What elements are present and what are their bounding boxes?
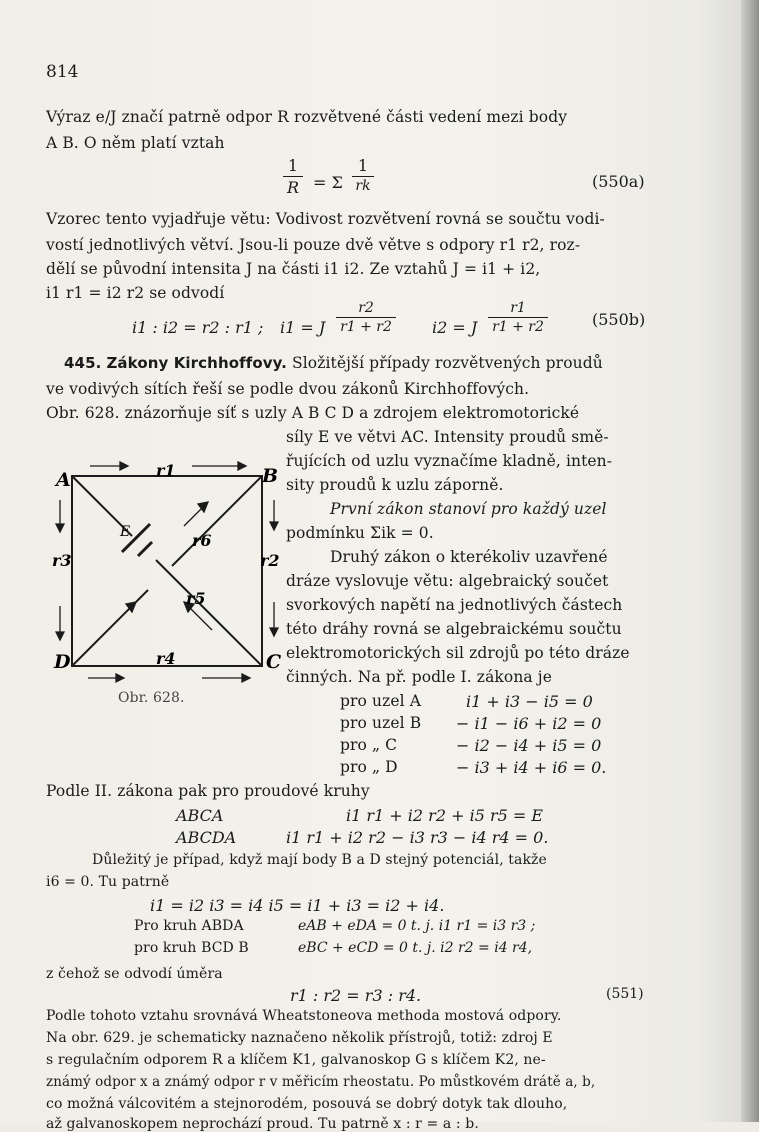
fraction-numerator: 1: [287, 156, 299, 175]
text-line: dělí se původní intensita J na části i1 i2. Ze vztahů J = i1 + i2,: [46, 260, 541, 278]
text-line: činných. Na př. podle I. zákona je: [286, 668, 552, 686]
text-line: i6 = 0. Tu patrně: [46, 874, 170, 890]
fraction-denominator: rk: [355, 178, 371, 194]
text-line: První zákon stanoví pro každý uzel: [330, 500, 607, 518]
label-r2: r2: [260, 551, 280, 570]
loop-equation: eAB + eDA = 0 t. j. i1 r1 = i3 r3 ;: [298, 918, 536, 934]
fraction-denominator: r1 + r2: [492, 319, 544, 335]
node-equation: − i3 + i4 + i6 = 0.: [456, 758, 607, 777]
text-line: známý odpor x a známý odpor r v měřicím rheostatu. Po můstkovém drátě a, b,: [46, 1074, 596, 1090]
wire-B-center: [172, 476, 262, 566]
equation-sum-sign: = Σ: [313, 173, 343, 192]
fraction-1-over-rk: [352, 156, 374, 194]
fraction-1-over-R: [283, 156, 303, 197]
arrow-r6-upper: [184, 508, 202, 526]
text-line: Podle II. zákona pak pro proudové kruhy: [46, 782, 370, 800]
battery-plate-short: [138, 542, 152, 556]
label-r6: r6: [192, 531, 212, 550]
text-line: Obr. 628. znázorňuje síť s uzly A B C D a zdrojem elektromotorické: [46, 404, 580, 422]
node-label: pro uzel B: [340, 714, 422, 732]
node-label: pro uzel A: [340, 692, 421, 710]
loop-label: pro kruh BCD B: [134, 940, 249, 956]
loop-equation: i1 r1 + i2 r2 + i5 r5 = E: [346, 806, 544, 825]
node-equation: i1 + i3 − i5 = 0: [466, 692, 593, 711]
equation-551: r1 : r2 = r3 : r4.: [290, 986, 422, 1005]
text-line: této dráhy rovná se algebraickému součtu: [286, 620, 622, 638]
text-line: síly E ve větvi AC. Intensity proudů smě-: [286, 428, 609, 446]
node-label: pro „ D: [340, 758, 398, 776]
text-line: ve vodivých sítích řeší se podle dvou zákonů Kirchhoffových.: [46, 380, 530, 398]
text-line: podmínku Σik = 0.: [286, 524, 434, 542]
node-label: pro „ C: [340, 736, 398, 754]
fraction-denominator: R: [286, 178, 300, 197]
text-line: s regulačním odporem R a klíčem K1, galvanoskop G s klíčem K2, ne-: [46, 1052, 546, 1068]
fraction-bar: [283, 176, 303, 177]
section-number: 445.: [64, 354, 102, 372]
fraction-bar: [488, 317, 548, 318]
loop-label: ABCDA: [176, 828, 237, 847]
section-text: Složitější případy rozvětvených proudů: [292, 354, 603, 372]
text-line: až galvanoskopem neprochází proud. Tu patrně x : r = a : b.: [46, 1116, 479, 1132]
text-line: Druhý zákon o kterékoliv uzavřené: [330, 548, 608, 566]
section-heading-line: [64, 354, 603, 372]
text-line: z čehož se odvodí úměra: [46, 966, 223, 982]
text-line: co možná válcovitém a stejnorodém, posouvá se dobrý dotyk tak dlouho,: [46, 1096, 568, 1112]
node-A-label: A: [56, 469, 71, 491]
fraction-denominator: r1 + r2: [340, 319, 392, 335]
node-B-label: B: [262, 465, 279, 487]
node-D-label: D: [54, 651, 71, 673]
fraction-bar: [336, 317, 396, 318]
equation-ratio: i1 : i2 = r2 : r1 ;: [132, 318, 264, 337]
label-E: E: [120, 524, 131, 540]
loop-label: ABCA: [176, 806, 224, 825]
fraction-numerator: 1: [357, 156, 369, 175]
node-equation: − i2 − i4 + i5 = 0: [456, 736, 602, 755]
node-equation: − i1 − i6 + i2 = 0: [456, 714, 602, 733]
text-line: Výraz e/J značí patrně odpor R rozvětvené části vedení mezi body: [46, 108, 568, 126]
text-line: elektromotorických sil zdrojů po této dráze: [286, 644, 630, 662]
loop-equation: i1 r1 + i2 r2 − i3 r3 − i4 r4 = 0.: [286, 828, 549, 847]
equation-label-550a: (550a): [592, 172, 645, 191]
current-equations: i1 = i2 i3 = i4 i5 = i1 + i3 = i2 + i4.: [150, 896, 445, 915]
equation-i2: i2 = J: [432, 318, 478, 337]
node-C-label: C: [266, 651, 282, 673]
fraction-r2-over-sum: [336, 300, 396, 335]
circuit-figure: [52, 456, 284, 696]
loop-equation: eBC + eCD = 0 t. j. i2 r2 = i4 r4,: [298, 940, 533, 956]
section-title: Zákony Kirchhoffovy.: [106, 354, 287, 372]
page-number: 814: [46, 62, 79, 82]
text-line: dráze vyslovuje větu: algebraický součet: [286, 572, 609, 590]
text-line: Podle tohoto vztahu srovnává Wheatstoneova methoda mostová odpory.: [46, 1008, 562, 1024]
label-r5: r5: [186, 589, 206, 608]
text-line: A B. O něm platí vztah: [46, 134, 225, 152]
text-line: Důležitý je případ, když mají body B a D stejný potenciál, takže: [92, 852, 547, 868]
equation-label-551: (551): [606, 986, 644, 1002]
fraction-bar: [352, 176, 374, 177]
text-line: řujících od uzlu vyznačíme kladně, inten-: [286, 452, 613, 470]
equation-i1: i1 = J: [280, 318, 326, 337]
text-line: i1 r1 = i2 r2 se odvodí: [46, 284, 225, 302]
fraction-numerator: r1: [510, 300, 526, 316]
fraction-r1-over-sum: [488, 300, 548, 335]
text-line: vostí jednotlivých větví. Jsou-li pouze dvě větve s odpory r1 r2, roz-: [46, 236, 581, 254]
equation-label-550b: (550b): [592, 310, 646, 329]
figure-caption: Obr. 628.: [118, 690, 185, 706]
text-line: Vzorec tento vyjadřuje větu: Vodivost rozvětvení rovná se součtu vodi-: [46, 210, 605, 228]
text-line: Na obr. 629. je schematicky naznačeno několik přístrojů, totiž: zdroj E: [46, 1030, 553, 1046]
label-r3: r3: [52, 551, 72, 570]
book-spine: [741, 0, 759, 1122]
text-line: sity proudů k uzlu záporně.: [286, 476, 504, 494]
label-r4: r4: [156, 649, 176, 668]
text-line: svorkových napětí na jednotlivých částech: [286, 596, 623, 614]
label-r1: r1: [156, 461, 176, 480]
loop-label: Pro kruh ABDA: [134, 918, 244, 934]
arrow-r6-lower: [112, 608, 130, 626]
fraction-numerator: r2: [358, 300, 374, 316]
